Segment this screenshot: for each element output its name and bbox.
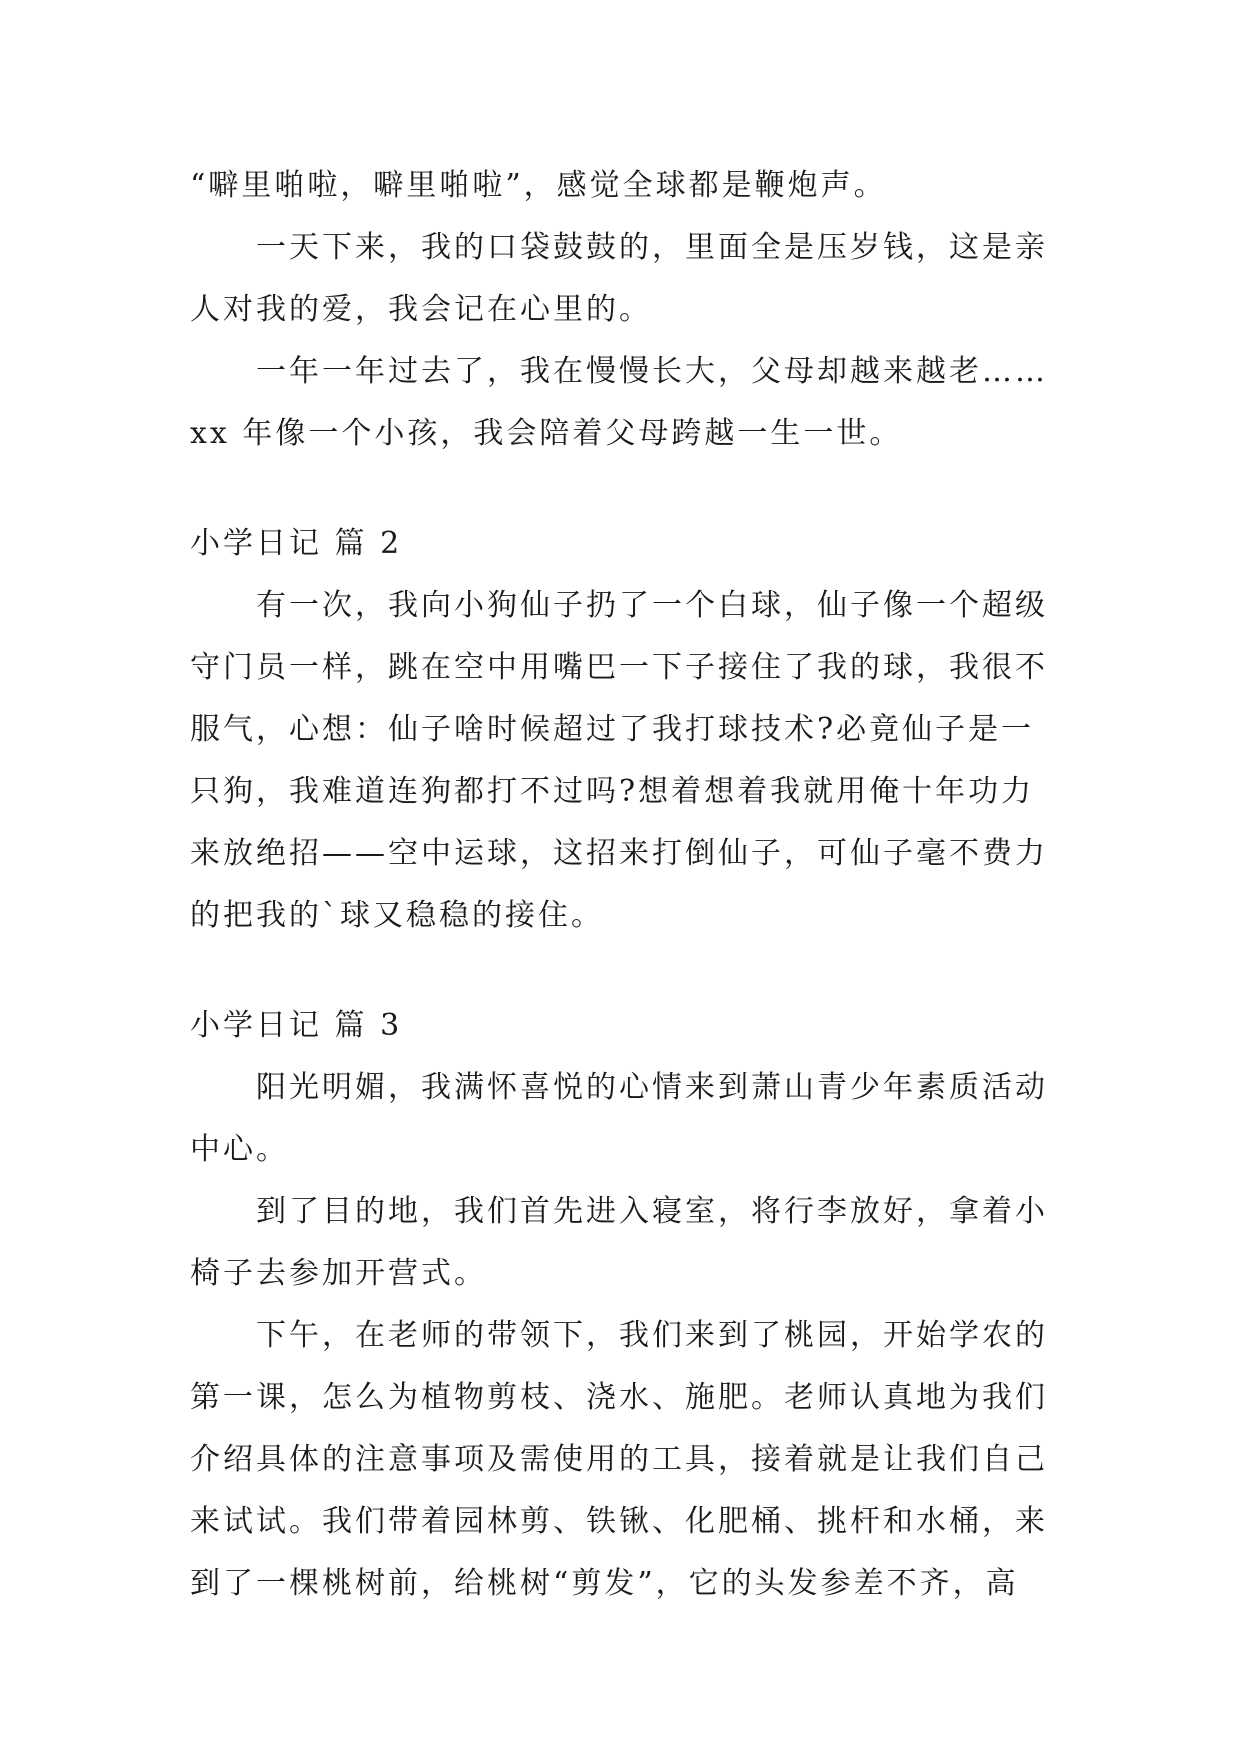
document-page: [190, 155, 1060, 1615]
paragraph-line: 到了一棵桃树前，给桃树“剪发”，它的头发参差不齐，高: [190, 1566, 1019, 1601]
paragraph-line: 下午，在老师的带领下，我们来到了桃园，开始学农的: [256, 1318, 1048, 1353]
paragraph-line: 有一次，我向小狗仙子扔了一个白球，仙子像一个超级: [256, 588, 1048, 623]
paragraph-line: 一年一年过去了，我在慢慢长大，父母却越来越老……: [256, 354, 1048, 389]
paragraph-line: 第一课，怎么为植物剪枝、浇水、施肥。老师认真地为我们: [190, 1380, 1048, 1415]
paragraph-line: 的把我的`球又稳稳的接住。: [190, 898, 604, 933]
section-heading: 小学日记 篇 2: [190, 526, 403, 561]
paragraph-line: 服气，心想：仙子啥时候超过了我打球技术?必竟仙子是一: [190, 712, 1035, 747]
paragraph-line: 中心。: [190, 1132, 289, 1167]
section-2: [190, 513, 1060, 947]
section-gap: [190, 465, 1060, 513]
paragraph-line: 来试试。我们带着园林剪、铁锹、化肥桶、挑杆和水桶，来: [190, 1504, 1048, 1539]
paragraph-line: 一天下来，我的口袋鼓鼓的，里面全是压岁钱，这是亲: [256, 230, 1048, 265]
section-1: [190, 155, 1060, 465]
paragraph-line: 只狗，我难道连狗都打不过吗?想着想着我就用俺十年功力: [190, 774, 1035, 809]
paragraph-line: 来放绝招——空中运球，这招来打倒仙子，可仙子毫不费力: [190, 836, 1048, 871]
section-heading: 小学日记 篇 3: [190, 1008, 403, 1043]
section-3: [190, 995, 1060, 1615]
paragraph-line: 到了目的地，我们首先进入寝室，将行李放好，拿着小: [256, 1194, 1048, 1229]
paragraph-line: 介绍具体的注意事项及需使用的工具，接着就是让我们自己: [190, 1442, 1048, 1477]
paragraph-line: 人对我的爱，我会记在心里的。: [190, 292, 652, 327]
section-gap: [190, 947, 1060, 995]
paragraph-line: 阳光明媚，我满怀喜悦的心情来到萧山青少年素质活动: [256, 1070, 1048, 1105]
paragraph-line: 椅子去参加开营式。: [190, 1256, 487, 1291]
paragraph-line: xx 年像一个小孩，我会陪着父母跨越一生一世。: [190, 416, 903, 451]
paragraph-line: “噼里啪啦，噼里啪啦”，感觉全球都是鞭炮声。: [190, 168, 887, 203]
paragraph-line: 守门员一样，跳在空中用嘴巴一下子接住了我的球，我很不: [190, 650, 1048, 685]
